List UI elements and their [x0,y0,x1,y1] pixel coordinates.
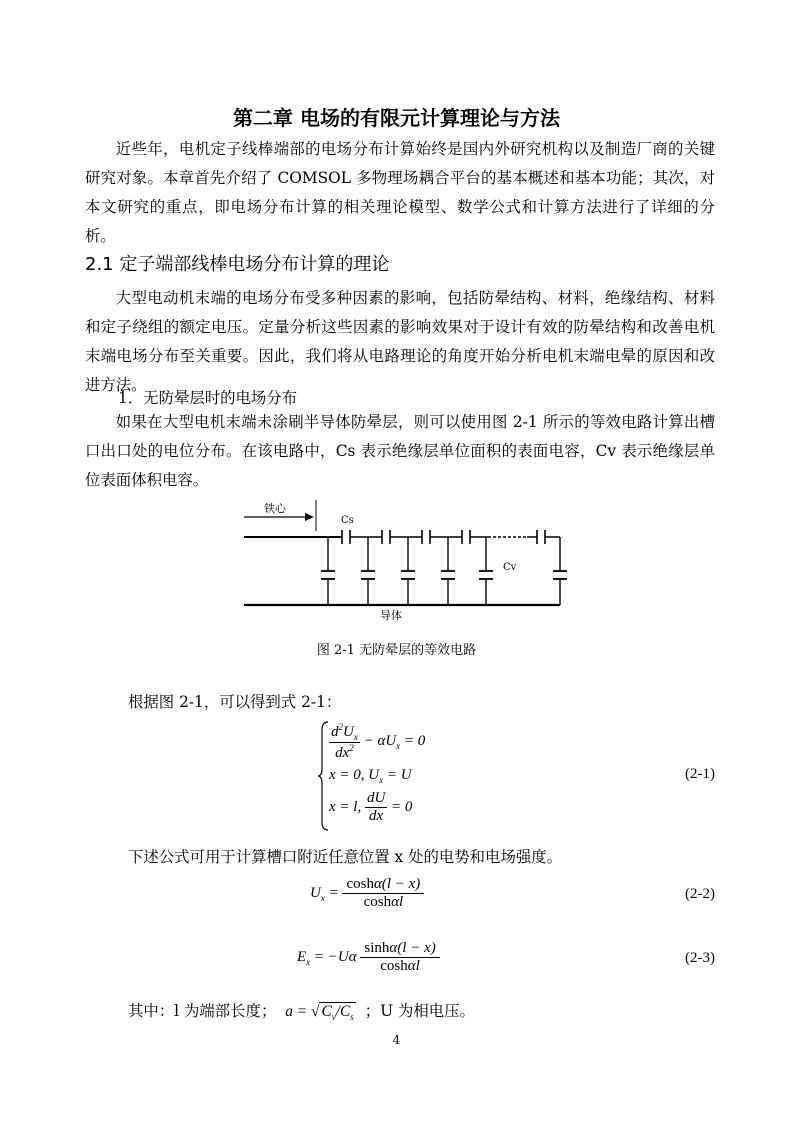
figure-caption: 图 2-1 无防晕层的等效电路 [316,643,477,658]
alpha-formula: a = √ $C_v/C_s$ [285,1003,354,1023]
subheading: 1．无防晕层时的电场分布 [118,389,298,407]
chapter-title: 第二章 电场的有限元计算理论与方法 [233,106,560,130]
equation-2-1: $\frac{d^2U_x}{dx^2}$ − $\alpha U_x = 0$ x = 0, $U_x = U$ x = l, $\frac{dU}{dx}$ = 0 [317,720,477,832]
eq-number-2-3: (2-3) [685,950,715,966]
where-clause [128,999,475,1022]
cs-label: Cs [341,515,354,526]
conductor-label: 导体 [380,609,402,622]
section-paragraph: 大型电动机末端的电场分布受多种因素的影响，包括防晕结构、材料，绝缘结构、材料和定子绕组的额定电压。定量分析这些因素的影响效果对于设计有效的防晕结构和改善电机末端电场分布至关重要。因此，我们将从电路理论的角度开始分析电机末端电晕的原因和改进方法。 [85,289,715,394]
lead-in-eq-2-2: 下述公式可用于计算槽口附近任意位置 x 处的电势和电场强度。 [128,848,563,866]
core-label: 铁心 [264,502,286,515]
intro-paragraph: 近些年，电机定子线棒端部的电场分布计算始终是国内外研究机构以及制造厂商的关键研究对象。本章首先介绍了 COMSOL 多物理场耦合平台的基本概述和基本功能；其次，对本文研究的重点，即电场分布计算的相关理论模型、数学公式和计算方法进行了详细的分析。 [85,140,715,245]
page-number: 4 [392,1033,401,1047]
equation-2-2: $U_x$ = coshα(l − x) coshαl [310,876,424,911]
equation-2-3: $E_x = -U\alpha$ sinhα(l − x) coshαl [297,940,440,975]
eq-number-2-2: (2-2) [685,886,715,902]
circuit-paragraph: 如果在大型电机末端未涂刷半导体防晕层，则可以使用图 2-1 所示的等效电路计算出槽口出口处的电位分布。在该电路中，Cs 表示绝缘层单位面积的表面电容，Cv 表示绝缘层单位表面体积电容。 [85,413,715,489]
where-prefix: 其中：l 为端部长度； [128,1002,277,1020]
eq-number-2-1: (2-1) [685,766,715,782]
cv-label: Cv [503,562,517,573]
where-suffix: ；U 为相电压。 [364,1002,475,1020]
lead-in-eq-2-1: 根据图 2-1，可以得到式 2-1： [128,693,342,711]
section-heading: 2.1 定子端部线棒电场分布计算的理论 [85,254,390,275]
equivalent-circuit-figure [230,495,575,630]
